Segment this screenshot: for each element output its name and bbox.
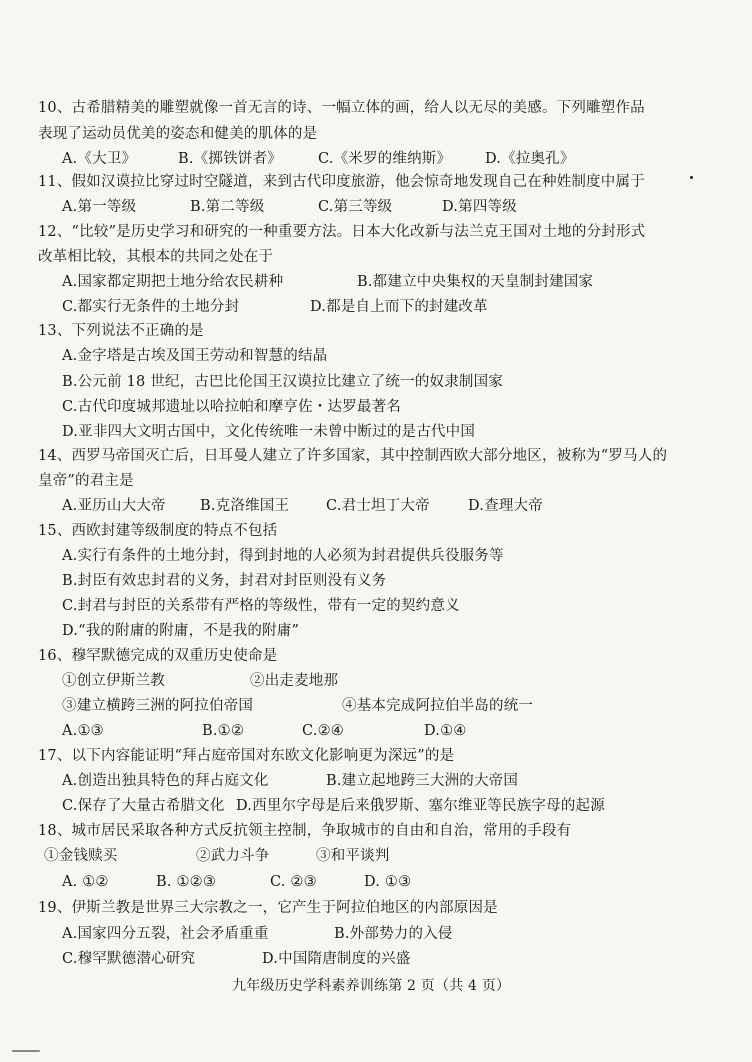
q10-option-a: A.《大卫》 <box>62 151 137 167</box>
q18-option-d: D. ①③ <box>364 874 412 890</box>
q16-option-a: A.①③ <box>62 723 104 739</box>
q15-stem-line1: 15、西欧封建等级制度的特点不包括 <box>38 523 278 539</box>
q13-option-a: A.金字塔是古埃及国王劳动和智慧的结晶 <box>62 348 328 364</box>
q17-option-d: D.西里尔字母是后来俄罗斯、塞尔维亚等民族字母的起源 <box>236 798 605 814</box>
q14-option-b: B.克洛维国王 <box>200 498 290 514</box>
q11-stem-line1: 11、假如汉谟拉比穿过时空隧道，来到古代印度旅游，他会惊奇地发现自己在种姓制度中属于 <box>38 174 645 190</box>
q13-stem-line1: 13、下列说法不正确的是 <box>38 323 204 339</box>
q17-option-b: B.建立起地跨三大洲的大帝国 <box>326 773 519 789</box>
q19-stem-line1: 19、伊斯兰教是世界三大宗教之一，它产生于阿拉伯地区的内部原因是 <box>38 900 498 916</box>
q16-item-3: ③建立横跨三洲的阿拉伯帝国 <box>62 698 254 714</box>
q19-option-a: A.国家四分五裂，社会矛盾重重 <box>62 926 269 942</box>
q13-option-d: D.亚非四大文明古国中，文化传统唯一未曾中断过的是古代中国 <box>62 424 476 440</box>
q18-option-b: B. ①②③ <box>156 874 217 890</box>
q16-item-1: ①创立伊斯兰教 <box>62 673 165 689</box>
q12-stem-line2: 改革相比较，其根本的共同之处在于 <box>38 249 274 265</box>
q16-option-b: B.①② <box>202 723 245 739</box>
q18-option-c: C. ②③ <box>270 874 317 890</box>
q10-option-b: B.《掷铁饼者》 <box>178 151 282 167</box>
q10-option-d: D.《拉奥孔》 <box>485 151 575 167</box>
scan-speck <box>690 176 693 179</box>
q15-option-c: C.封君与封臣的关系带有严格的等级性，带有一定的契约意义 <box>62 598 460 614</box>
q19-option-c: C.穆罕默德潜心研究 <box>62 951 196 967</box>
q10-option-c: C.《米罗的维纳斯》 <box>318 151 452 167</box>
q14-stem-line2: 皇帝”的君主是 <box>38 473 134 489</box>
q14-option-d: D.查理大帝 <box>468 498 543 514</box>
q19-option-d: D.中国隋唐制度的兴盛 <box>262 951 411 967</box>
page-footer: 九年级历史学科素养训练第 2 页（共 4 页） <box>232 978 511 994</box>
q11-option-a: A.第一等级 <box>62 199 137 215</box>
q16-item-2: ②出走麦地那 <box>250 673 339 689</box>
q11-option-b: B.第二等级 <box>190 199 265 215</box>
q14-stem-line1: 14、西罗马帝国灭亡后，日耳曼人建立了许多国家，其中控制西欧大部分地区，被称为“罗马人的 <box>38 448 668 464</box>
q14-option-a: A.亚历山大大帝 <box>62 498 166 514</box>
q16-option-c: C.②④ <box>302 723 344 739</box>
q16-stem-line1: 16、穆罕默德完成的双重历史使命是 <box>38 648 278 664</box>
q12-option-d: D.都是自上而下的封建改革 <box>310 299 488 315</box>
q12-stem-line1: 12、“比较”是历史学习和研究的一种重要方法。日本大化改新与法兰克王国对土地的分封形式 <box>38 224 646 240</box>
q15-option-d: D.“我的附庸的附庸，不是我的附庸” <box>62 623 300 639</box>
scan-edge-mark <box>12 1050 40 1052</box>
q13-option-b: B.公元前 18 世纪，古巴比伦国王汉谟拉比建立了统一的奴隶制国家 <box>62 374 504 390</box>
q18-item-2: ②武力斗争 <box>196 848 270 864</box>
q13-option-c: C.古代印度城邦遗址以哈拉帕和摩亨佐・达罗最著名 <box>62 399 401 415</box>
q17-option-a: A.创造出独具特色的拜占庭文化 <box>62 773 269 789</box>
q16-item-4: ④基本完成阿拉伯半岛的统一 <box>342 698 534 714</box>
q10-stem-line1: 10、古希腊精美的雕塑就像一首无言的诗、一幅立体的画，给人以无尽的美感。下列雕塑作品 <box>38 100 645 116</box>
q14-option-c: C.君士坦丁大帝 <box>326 498 430 514</box>
q18-item-1: ①金钱赎买 <box>44 848 118 864</box>
q18-item-3: ③和平谈判 <box>316 848 390 864</box>
q10-stem-line2: 表现了运动员优美的姿态和健美的肌体的是 <box>38 126 318 142</box>
q17-stem-line1: 17、以下内容能证明“拜占庭帝国对东欧文化影响更为深远”的是 <box>38 748 455 764</box>
q12-option-a: A.国家都定期把土地分给农民耕种 <box>62 274 284 290</box>
q19-option-b: B.外部势力的入侵 <box>334 926 453 942</box>
q12-option-c: C.都实行无条件的土地分封 <box>62 299 240 315</box>
q17-option-c: C.保存了大量古希腊文化 <box>62 798 225 814</box>
q11-option-c: C.第三等级 <box>318 199 393 215</box>
q15-option-a: A.实行有条件的土地分封，得到封地的人必须为封君提供兵役服务等 <box>62 548 504 564</box>
q15-option-b: B.封臣有效忠封君的义务，封君对封臣则没有义务 <box>62 573 387 589</box>
q12-option-b: B.都建立中央集权的天皇制封建国家 <box>357 274 594 290</box>
q11-option-d: D.第四等级 <box>442 199 517 215</box>
q16-option-d: D.①④ <box>424 723 467 739</box>
q18-option-a: A. ①② <box>62 874 109 890</box>
q18-stem-line1: 18、城市居民采取各种方式反抗领主控制，争取城市的自由和自治，常用的手段有 <box>38 823 572 839</box>
